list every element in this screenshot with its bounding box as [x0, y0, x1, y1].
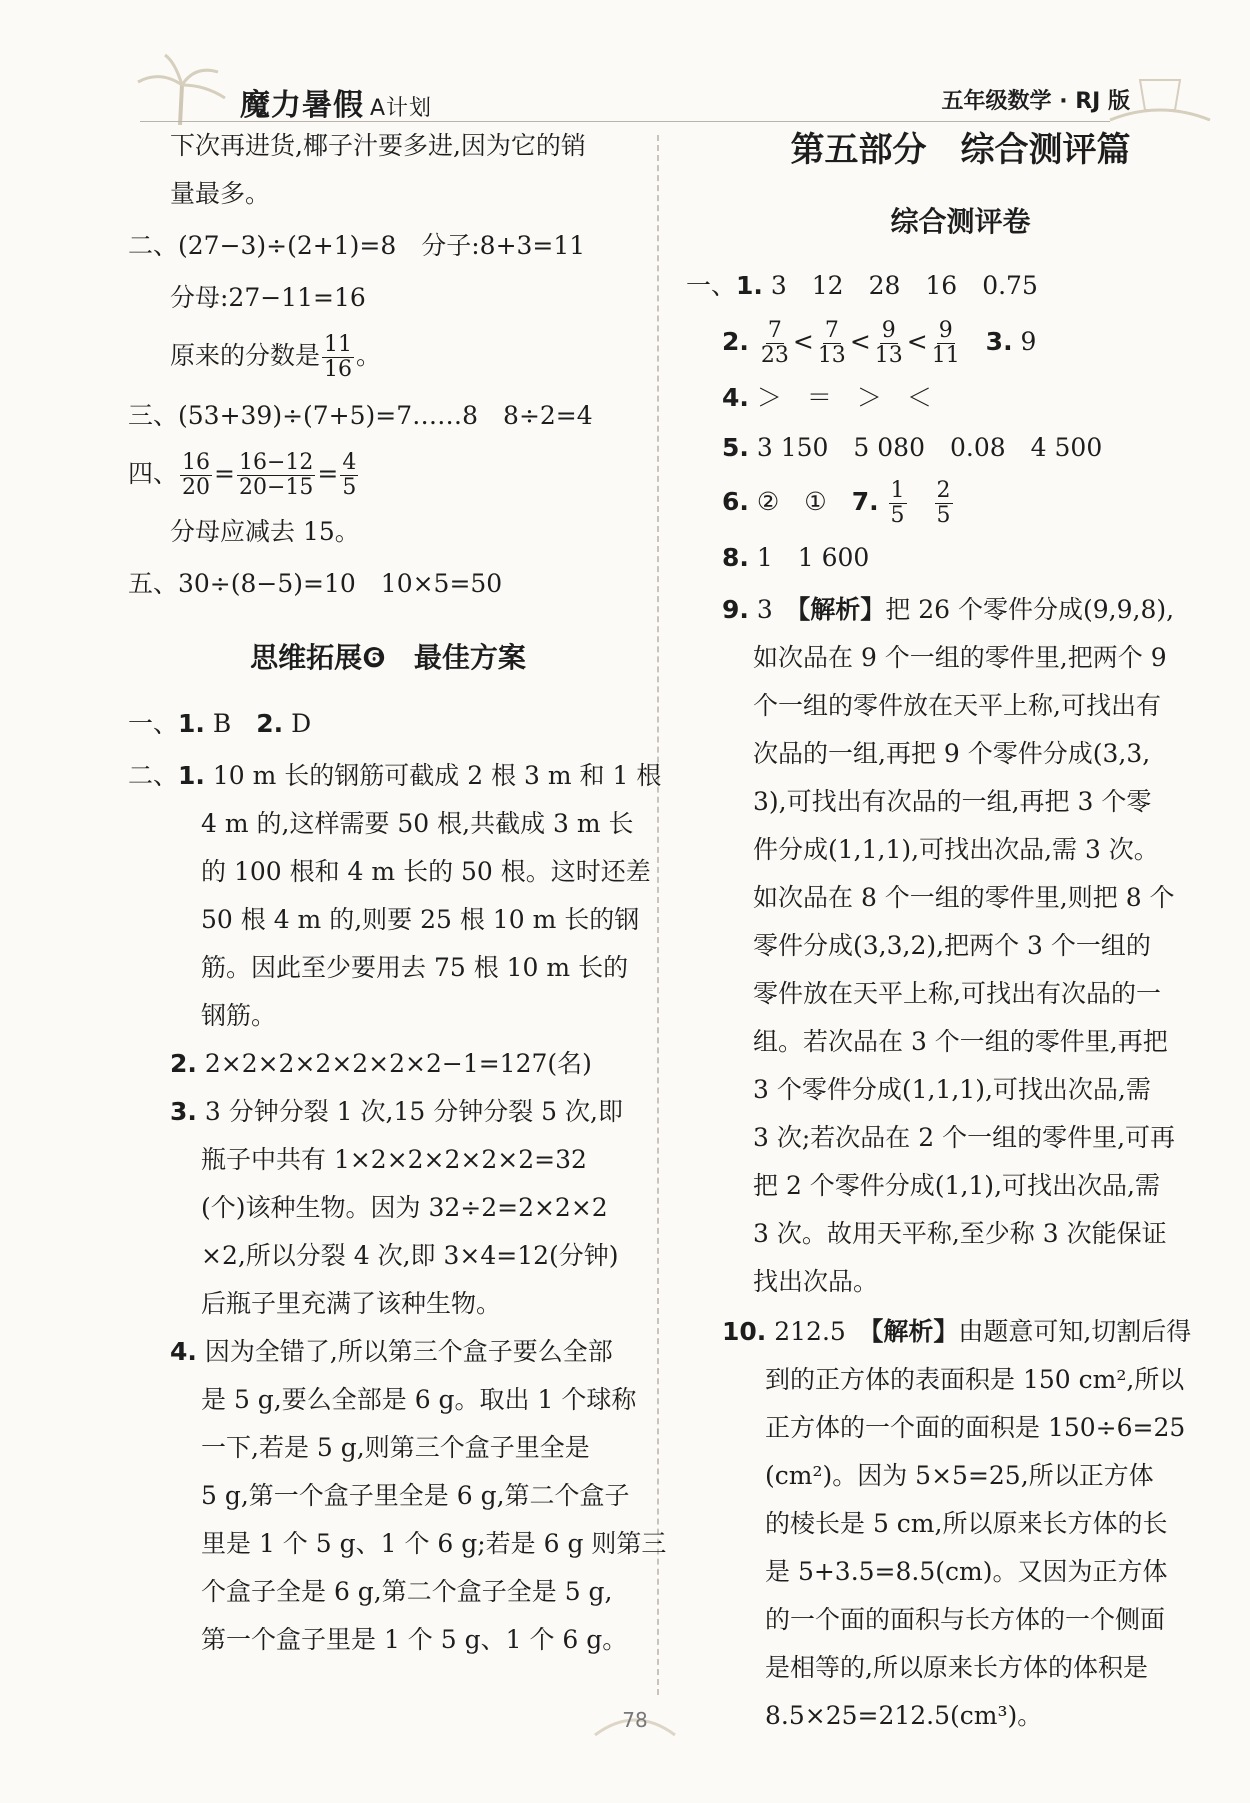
denominator: 23 [760, 343, 789, 368]
text: 1 1 600 [748, 543, 870, 572]
text: 3 150 5 080 0.08 4 500 [748, 433, 1103, 462]
text: 因为全错了,所以第三个盒子要么全部 [196, 1337, 613, 1366]
numerator: 9 [881, 318, 896, 343]
subject-label: 五年级数学 · RJ 版 [941, 89, 1130, 114]
answer-line: 个一组的零件放在天平上称,可找出有 [753, 691, 1161, 720]
answer-line [722, 424, 1213, 472]
analysis-tag: 【解析】 [797, 595, 886, 624]
equals-sign: = [317, 459, 339, 488]
answer-line: 的一个面的面积与长方体的一个侧面 [765, 1605, 1166, 1634]
text: 2×2×2×2×2×2×2−1=127(名) [196, 1049, 592, 1078]
fraction [237, 451, 315, 500]
text: 原来的分数是 [170, 341, 321, 370]
answer-line [722, 478, 1213, 528]
answer-line: 3 次;若次品在 2 个一组的零件里,可再 [753, 1123, 1176, 1152]
answer-line [128, 1040, 648, 1088]
answer-line: 钢筋。 [201, 1001, 277, 1030]
right-column [686, 118, 1213, 1740]
answer-line [128, 1328, 648, 1376]
brand-name: 魔力暑假 [240, 88, 364, 123]
answer-line: 是 5+3.5=8.5(cm)。又因为正方体 [765, 1557, 1168, 1586]
answer-line: (cm²)。因为 5×5=25,所以正方体 [765, 1461, 1154, 1490]
question-number: 1. [178, 761, 205, 790]
answer-line: 次品的一组,再把 9 个零件分成(3,3, [753, 739, 1151, 768]
text: 一、 [686, 271, 737, 300]
text: 9 [1012, 327, 1037, 356]
fraction [873, 319, 905, 368]
numerator: 2 [936, 478, 951, 503]
answer-line: 的棱长是 5 cm,所以原来长方体的长 [765, 1509, 1168, 1538]
answer-line: 8.5×25=212.5(cm³)。 [765, 1701, 1043, 1730]
text: 3 分钟分裂 1 次,15 分钟分裂 5 次,即 [196, 1097, 623, 1126]
numerator: 11 [324, 332, 353, 357]
answer-line: 到的正方体的表面积是 150 cm²,所以 [765, 1365, 1185, 1394]
answer-line [722, 534, 1213, 582]
answer-line [128, 1088, 648, 1136]
answer-line: 3 次。故用天平称,至少称 3 次能保证 [753, 1219, 1167, 1248]
sub-title: 综合测评卷 [890, 205, 1031, 238]
equals-sign: = [214, 459, 235, 488]
answer-line: 是相等的,所以原来长方体的体积是 [765, 1653, 1148, 1682]
answer-line: 50 根 4 m 的,则要 25 根 10 m 长的钢 [201, 905, 640, 934]
text: ＞ ＝ ＞ ＜ [748, 383, 932, 412]
answer-line: 里是 1 个 5 g、1 个 6 g;若是 6 g 则第三 [201, 1529, 667, 1558]
answer-line: 找出次品。 [753, 1267, 879, 1296]
text: 一、 [128, 709, 179, 738]
question-number: 9. [722, 595, 749, 624]
answer-line: 分母应减去 15。 [170, 517, 360, 546]
answer-line: 五、30÷(8−5)=10 10×5=50 [128, 569, 503, 598]
numerator: 4 [342, 450, 357, 475]
answer-line: 第一个盒子里是 1 个 5 g、1 个 6 g。 [201, 1625, 628, 1654]
answer-line: 如次品在 9 个一组的零件里,把两个 9 [753, 643, 1167, 672]
answer-line [686, 262, 1213, 310]
text: ② ① [748, 487, 852, 516]
answer-line [128, 332, 648, 382]
text: 四、 [128, 459, 179, 488]
answer-line: 瓶子中共有 1×2×2×2×2×2=32 [201, 1145, 587, 1174]
text: 10 m 长的钢筋可截成 2 根 3 m 和 1 根 [204, 761, 662, 790]
fraction [816, 319, 848, 368]
text: D [283, 709, 312, 738]
answer-line: 是 5 g,要么全部是 6 g。取出 1 个球称 [201, 1385, 637, 1414]
answer-line: 的 100 根和 4 m 长的 50 根。这时还差 [201, 857, 651, 886]
left-column [128, 118, 667, 1664]
column-divider [657, 135, 659, 1695]
answer-line: ×2,所以分裂 4 次,即 3×4=12(分钟) [201, 1241, 619, 1270]
question-number: 6. [722, 487, 749, 516]
numerator: 9 [938, 318, 953, 343]
numerator: 16 [182, 450, 211, 475]
numerator: 1 [890, 478, 905, 503]
fraction [180, 451, 212, 500]
section-title: 思维拓展❻ 最佳方案 [250, 641, 526, 674]
answer-line [128, 450, 648, 500]
brand-suffix: A计划 [370, 96, 433, 121]
text: B [204, 709, 257, 738]
question-number: 3. [985, 327, 1013, 356]
numerator: 7 [824, 318, 839, 343]
question-number: 2. [170, 1049, 197, 1078]
answer-line [128, 700, 648, 748]
answer-line [128, 752, 662, 800]
part-title: 第五部分 综合测评篇 [790, 130, 1131, 170]
answer-line [722, 374, 1213, 422]
answer-line: 筋。因此至少要用去 75 根 10 m 长的 [201, 953, 629, 982]
answer-line: 下次再进货,椰子汁要多进,因为它的销 [170, 131, 586, 160]
answer-line [722, 318, 1213, 368]
text: 由题意可知,切割后得 [958, 1317, 1192, 1346]
answer-line: 后瓶子里充满了该种生物。 [201, 1289, 502, 1318]
answer-line: 5 g,第一个盒子里全是 6 g,第二个盒子 [201, 1481, 630, 1510]
answer-line: 3 个零件分成(1,1,1),可找出次品,需 [753, 1075, 1151, 1104]
text: 212.5 [766, 1317, 871, 1346]
text: 二、 [128, 761, 179, 790]
denominator: 20−15 [238, 475, 314, 500]
denominator: 13 [817, 343, 846, 368]
answer-line: 如次品在 8 个一组的零件里,则把 8 个 [753, 883, 1175, 912]
answer-line [722, 1308, 1213, 1356]
denominator: 16 [324, 357, 353, 382]
answer-line: 量最多。 [170, 179, 271, 208]
fraction [322, 333, 354, 382]
text: 。 [356, 341, 382, 370]
answer-line: 一下,若是 5 g,则第三个盒子里全是 [201, 1433, 590, 1462]
answer-line: 把 2 个零件分成(1,1),可找出次品,需 [753, 1171, 1160, 1200]
text: 3 [748, 595, 798, 624]
question-number: 1. [178, 709, 205, 738]
denominator: 5 [342, 475, 357, 500]
answer-line: 零件分成(3,3,2),把两个 3 个一组的 [753, 931, 1151, 960]
answer-line: 分母:27−11=16 [170, 283, 366, 312]
answer-line: 零件放在天平上称,可找出有次品的一 [753, 979, 1161, 1008]
question-number: 10. [722, 1317, 767, 1346]
numerator: 7 [767, 318, 782, 343]
fraction [935, 479, 953, 528]
analysis-tag: 【解析】 [870, 1317, 959, 1346]
palm-tree-decoration-icon [120, 50, 240, 125]
fraction [759, 319, 791, 368]
less-than-sign: < [906, 327, 928, 356]
question-number: 4. [722, 383, 749, 412]
question-number: 4. [170, 1337, 197, 1366]
answer-line: 4 m 的,这样需要 50 根,共截成 3 m 长 [201, 809, 634, 838]
less-than-sign: < [792, 327, 814, 356]
question-number: 7. [851, 487, 879, 516]
question-number: 3. [170, 1097, 197, 1126]
answer-line: 组。若次品在 3 个一组的零件里,再把 [753, 1027, 1168, 1056]
denominator: 5 [936, 503, 951, 528]
question-number: 5. [722, 433, 749, 462]
answer-line: 个盒子全是 6 g,第二个盒子全是 5 g, [201, 1577, 613, 1606]
answer-line: 三、(53+39)÷(7+5)=7……8 8÷2=4 [128, 401, 593, 430]
fraction [889, 479, 907, 528]
answer-line: 二、(27−3)÷(2+1)=8 分子:8+3=11 [128, 231, 586, 260]
denominator: 5 [890, 503, 905, 528]
question-number: 8. [722, 543, 749, 572]
text: 3 12 28 16 0.75 [762, 271, 1038, 300]
denominator: 11 [931, 343, 960, 368]
answer-line: 正方体的一个面的面积是 150÷6=25 [765, 1413, 1186, 1442]
page-header [0, 0, 1250, 130]
question-number: 1. [736, 271, 763, 300]
answer-line [722, 586, 1213, 634]
fraction [340, 451, 358, 500]
less-than-sign: < [849, 327, 871, 356]
numerator: 16−12 [238, 450, 314, 475]
answer-line: 件分成(1,1,1),可找出次品,需 3 次。 [753, 835, 1159, 864]
denominator: 13 [874, 343, 903, 368]
page-number: 78 [622, 1708, 648, 1732]
question-number: 2. [722, 327, 749, 356]
text: 把 26 个零件分成(9,9,8), [885, 595, 1175, 624]
denominator: 20 [182, 475, 211, 500]
question-number: 2. [256, 709, 284, 738]
answer-line: 3),可找出有次品的一组,再把 3 个零 [753, 787, 1152, 816]
fraction [930, 319, 962, 368]
answer-line: (个)该种生物。因为 32÷2=2×2×2 [201, 1193, 608, 1222]
